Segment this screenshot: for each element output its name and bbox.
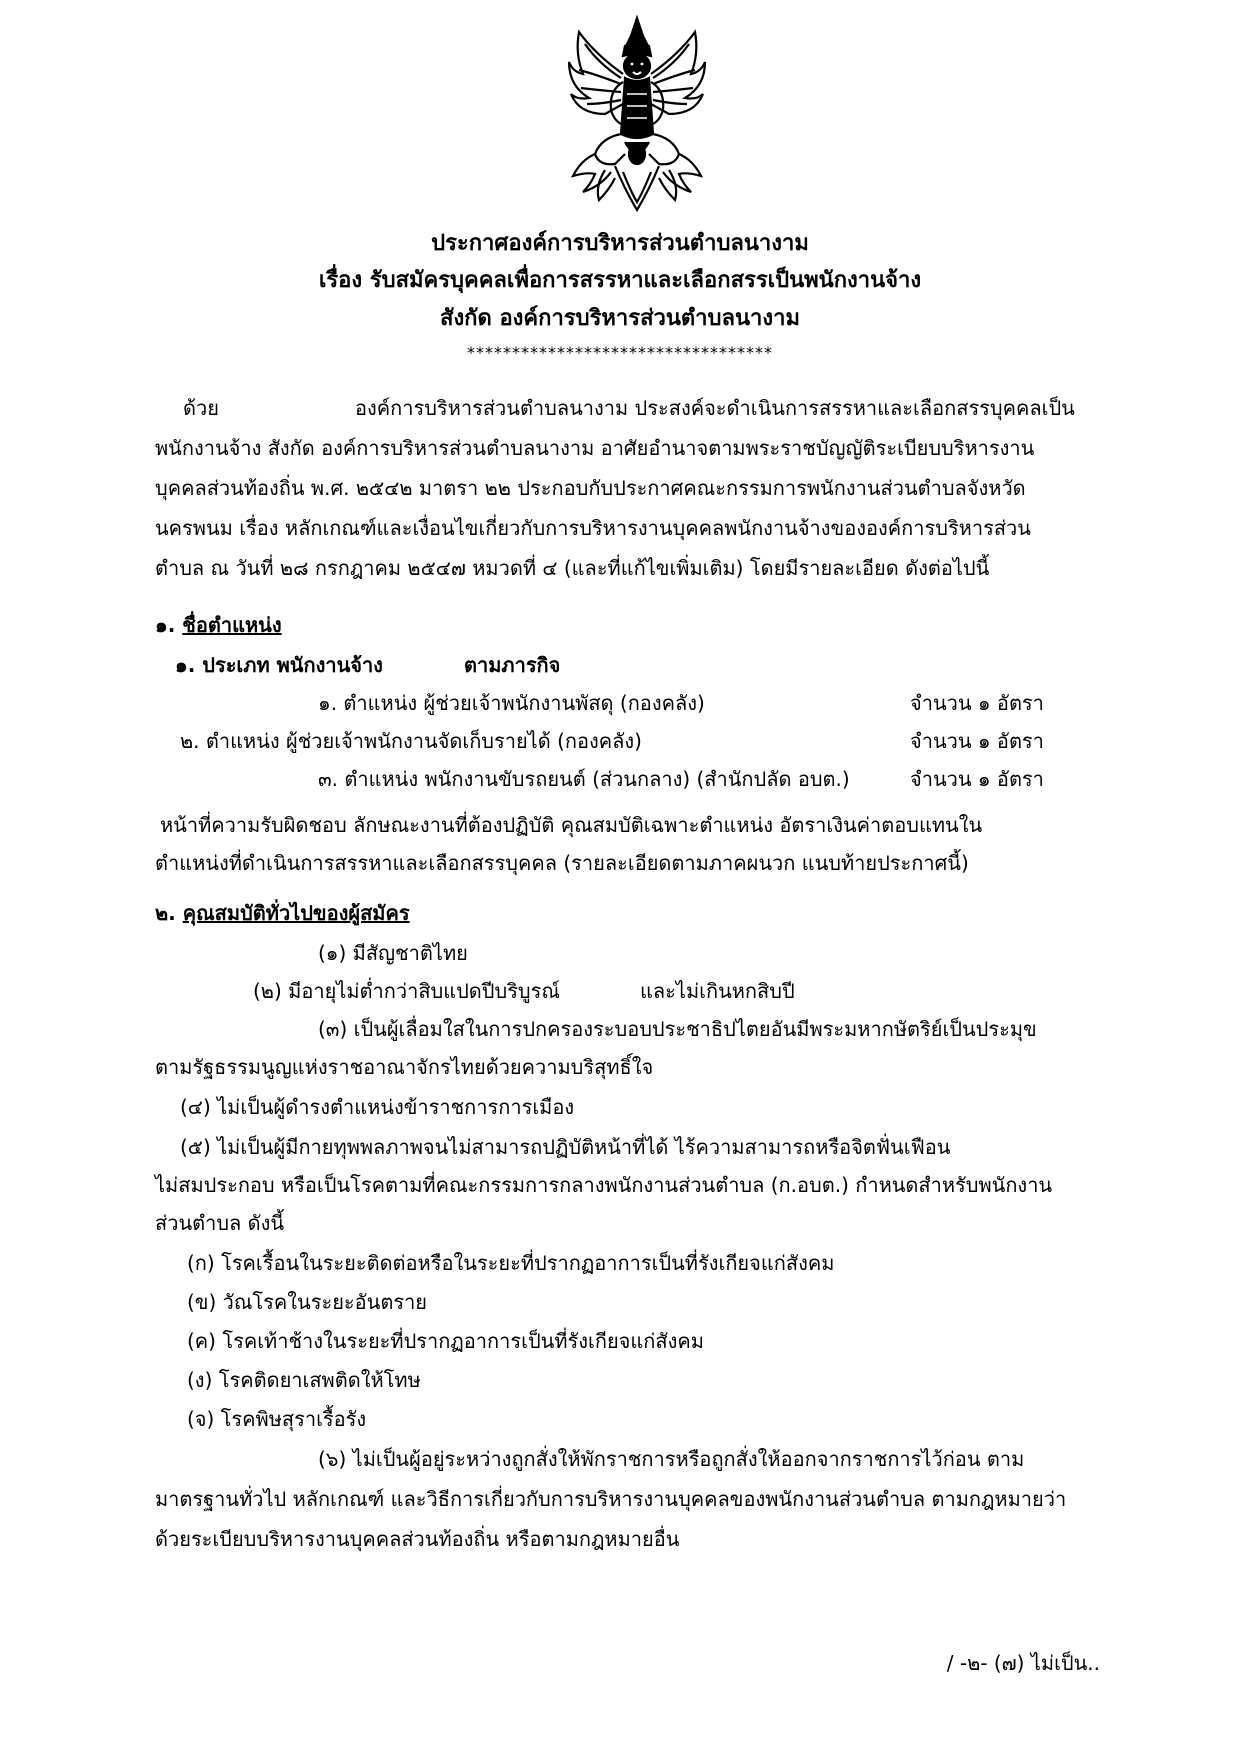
- qualification-6-cont-2: ด้วยระเบียบบริหารงานบุคคลส่วนท้องถิ่น หรือตามกฎหมายอื่น: [155, 1527, 680, 1551]
- duty-line-1: หน้าที่ความรับผิดชอบ ลักษณะงานที่ต้องปฏิบัติ คุณสมบัติเฉพาะตำแหน่ง อัตราเงินค่าตอบแทนใน: [160, 813, 983, 837]
- announcement-title: ประกาศองค์การบริหารส่วนตำบลนางาม: [431, 231, 809, 256]
- disease-item: (ค) โรคเท้าช้างในระยะที่ปรากฏอาการเป็นที่รังเกียจแก่สังคม: [187, 1329, 704, 1353]
- qualification-2-max-age: และไม่เกินหกสิบปี: [640, 979, 795, 1003]
- section-2-heading: [155, 900, 410, 926]
- position-1: ๑. ตำแหน่ง ผู้ช่วยเจ้าพนักงานพัสดุ (กองคลัง): [318, 691, 705, 715]
- disease-item: (ง) โรคติดยาเสพติดให้โทษ: [187, 1368, 421, 1392]
- disease-item: (ข) วัณโรคในระยะอันตราย: [187, 1290, 428, 1314]
- announcement-agency: สังกัด องค์การบริหารส่วนตำบลนางาม: [440, 306, 800, 331]
- position-3: ๓. ตำแหน่ง พนักงานขับรถยนต์ (ส่วนกลาง) (สำนักปลัด อบต.): [318, 767, 850, 791]
- section-1-number: ๑.: [155, 613, 176, 637]
- position-3-count: จำนวน ๑ อัตรา: [910, 767, 1044, 791]
- intro-line-1: องค์การบริหารส่วนตำบลนางาม ประสงค์จะดำเนินการสรรหาและเลือกสรรบุคคลเป็น: [355, 396, 1075, 420]
- disease-item: (จ) โรคพิษสุราเรื้อรัง: [187, 1407, 367, 1431]
- garuda-emblem-icon: [565, 14, 710, 214]
- section-1-heading: [155, 612, 282, 638]
- employee-type: ๑. ประเภท พนักงานจ้าง: [175, 653, 383, 677]
- announcement-subject: เรื่อง รับสมัครบุคคลเพื่อการสรรหาและเลือกสรรเป็นพนักงานจ้าง: [318, 268, 922, 293]
- intro-word: ด้วย: [183, 396, 219, 420]
- intro-line-4: นครพนม เรื่อง หลักเกณฑ์และเงื่อนไขเกี่ยวกับการบริหารงานบุคคลพนักงานจ้างขององค์การบริหารส่วน: [155, 516, 1031, 540]
- header-divider: **********************************: [467, 343, 773, 362]
- qualification-6-cont-1: มาตรฐานทั่วไป หลักเกณฑ์ และวิธีการเกี่ยวกับการบริหารงานบุคคลของพนักงานส่วนตำบล ตามกฎหมายว่า: [155, 1487, 1067, 1511]
- section-1-title: ชื่อตำแหน่ง: [182, 613, 282, 637]
- position-2: ๒. ตำแหน่ง ผู้ช่วยเจ้าพนักงานจัดเก็บรายได้ (กองคลัง): [180, 729, 642, 753]
- qualification-1: (๑) มีสัญชาติไทย: [318, 941, 468, 965]
- qualification-5-cont-2: ส่วนตำบล ดังนี้: [155, 1211, 285, 1235]
- duty-line-2: ตำแหน่งที่ดำเนินการสรรหาและเลือกสรรบุคคล (รายละเอียดตามภาคผนวก แนบท้ายประกาศนี้): [155, 851, 969, 875]
- section-2-number: ๒.: [155, 901, 176, 925]
- qualification-5-cont-1: ไม่สมประกอบ หรือเป็นโรคตามที่คณะกรรมการกลางพนักงานส่วนตำบล (ก.อบต.) กำหนดสำหรับพนักงาน: [155, 1173, 1053, 1197]
- position-1-count: จำนวน ๑ อัตรา: [910, 691, 1044, 715]
- qualification-3-cont: ตามรัฐธรรมนูญแห่งราชอาณาจักรไทยด้วยความบริสุทธิ์ใจ: [155, 1055, 654, 1079]
- qualification-6: (๖) ไม่เป็นผู้อยู่ระหว่างถูกสั่งให้พักราชการหรือถูกสั่งให้ออกจากราชการไว้ก่อน ตาม: [318, 1447, 1025, 1471]
- intro-line-3: บุคคลส่วนท้องถิ่น พ.ศ. ๒๕๔๒ มาตรา ๒๒ ประกอบกับประกาศคณะกรรมการพนักงานส่วนตำบลจังหวัด: [155, 476, 1026, 500]
- section-2-title: คุณสมบัติทั่วไปของผู้สมัคร: [182, 901, 410, 925]
- intro-line-5: ตำบล ณ วันที่ ๒๘ กรกฎาคม ๒๕๔๗ หมวดที่ ๔ (และที่แก้ไขเพิ่มเติม) โดยมีรายละเอียด ดังต่อไปนี้: [155, 556, 990, 580]
- qualification-3: (๓) เป็นผู้เลื่อมใสในการปกครองระบอบประชาธิปไตยอันมีพระมหากษัตริย์เป็นประมุข: [318, 1017, 1037, 1041]
- intro-line-2: พนักงานจ้าง สังกัด องค์การบริหารส่วนตำบลนางาม อาศัยอำนาจตามพระราชบัญญัติระเบียบบริหารงาน: [155, 436, 1035, 460]
- position-2-count: จำนวน ๑ อัตรา: [910, 729, 1044, 753]
- qualification-5: (๕) ไม่เป็นผู้มีกายทุพพลภาพจนไม่สามารถปฏิบัติหน้าที่ได้ ไร้ความสามารถหรือจิตฟั่นเฟือน: [180, 1135, 951, 1159]
- qualification-4: (๔) ไม่เป็นผู้ดำรงตำแหน่งข้าราชการการเมือง: [180, 1095, 575, 1119]
- page-continuation: / -๒- (๗) ไม่เป็น..: [946, 1651, 1100, 1675]
- employee-type-mission: ตามภารกิจ: [464, 653, 561, 677]
- qualification-2: (๒) มีอายุไม่ต่ำกว่าสิบแปดปีบริบูรณ์: [253, 979, 560, 1003]
- disease-item: (ก) โรคเรื้อนในระยะติดต่อหรือในระยะที่ปรากฏอาการเป็นที่รังเกียจแก่สังคม: [187, 1251, 835, 1275]
